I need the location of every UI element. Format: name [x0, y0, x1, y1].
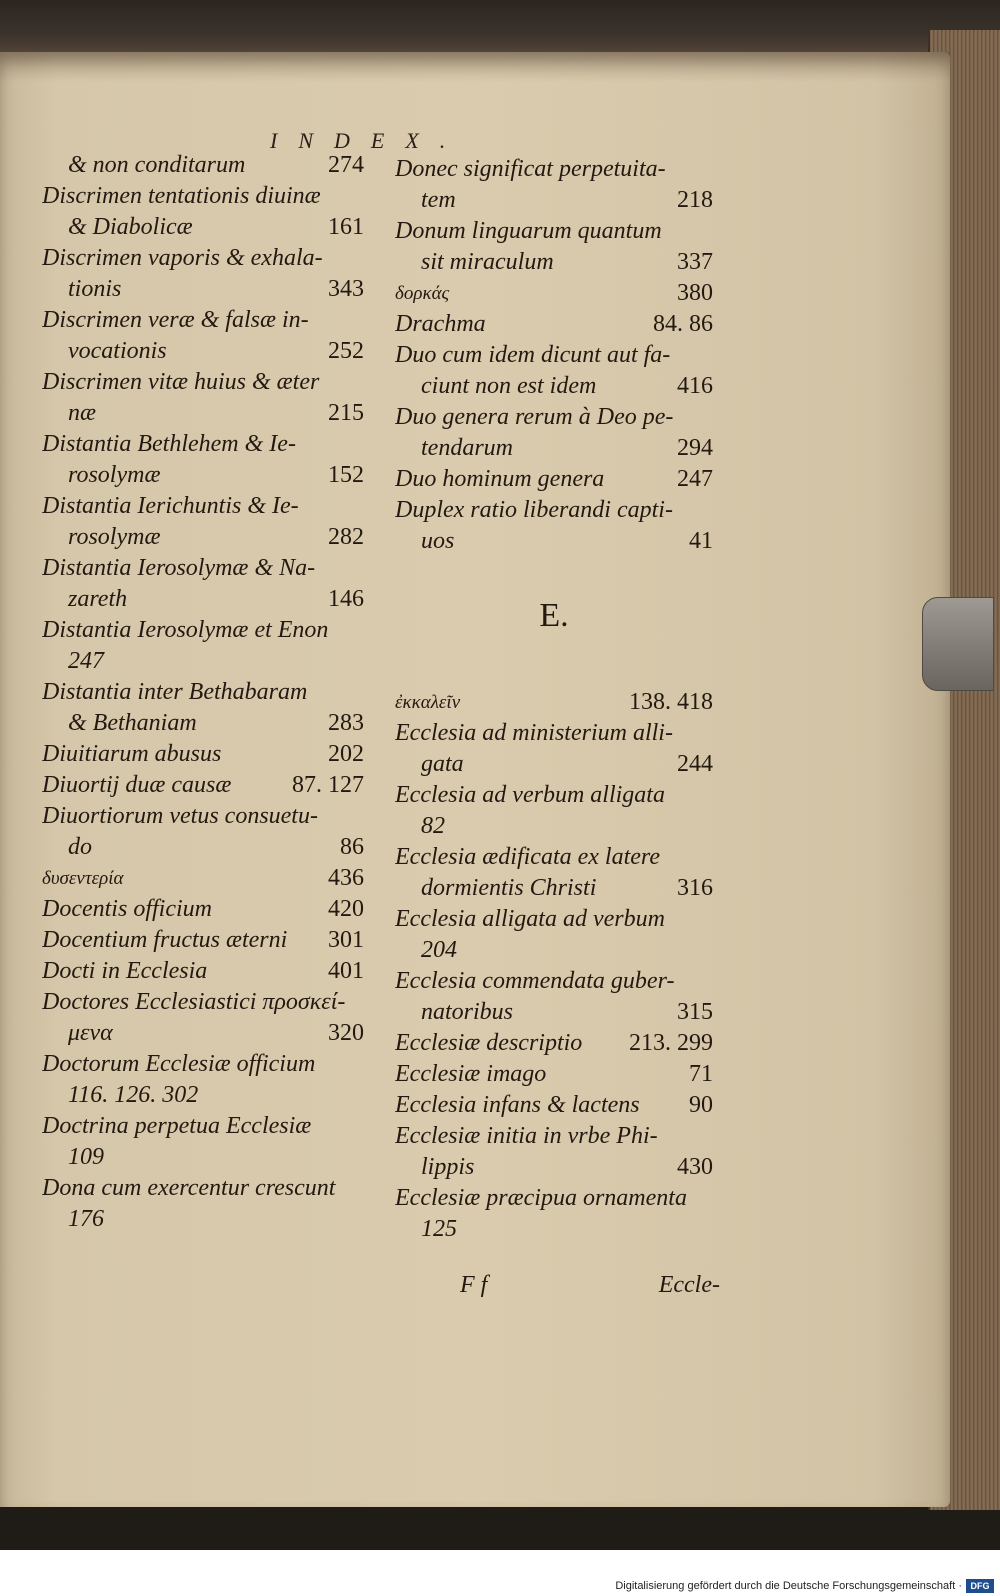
entry-text: Duo cum idem dicunt aut fa-	[395, 342, 671, 368]
page-number: 301	[328, 927, 364, 953]
digitization-credit: Digitalisierung gefördert durch die Deutsche Forschungsgemeinschaft ·	[615, 1580, 962, 1592]
entry-text: gata	[421, 751, 464, 777]
index-entry	[42, 243, 364, 305]
index-entry	[42, 739, 364, 770]
page-number: 436	[328, 865, 364, 891]
index-entry	[395, 780, 713, 842]
index-entry	[42, 615, 364, 677]
entry-text: Docentis officium	[42, 896, 212, 922]
entry-text: Distantia Bethlehem & Ie-	[42, 431, 296, 457]
entry-text: Ecclesia ædificata ex latere	[395, 844, 661, 870]
index-entry	[42, 863, 364, 894]
entry-text: Ecclesiæ imago	[395, 1061, 547, 1087]
entry-text: Docti in Ecclesia	[42, 958, 208, 984]
page-number: 213. 299	[629, 1030, 713, 1056]
index-entry	[42, 925, 364, 956]
page-number: 343	[328, 276, 364, 302]
index-entry	[395, 495, 713, 557]
page-number: 380	[677, 280, 713, 306]
entry-text: næ	[68, 400, 97, 426]
page-number: 87. 127	[292, 772, 364, 798]
entry-text: μενα	[68, 1020, 113, 1046]
index-entry	[42, 770, 364, 801]
entry-text: Distantia Ierichuntis & Ie-	[42, 493, 299, 519]
index-entry	[395, 842, 713, 904]
index-entry	[395, 1121, 713, 1183]
index-entry	[42, 150, 364, 181]
entry-text: sit miraculum	[421, 249, 554, 275]
entry-text: lippis	[421, 1154, 475, 1180]
page-number: 218	[677, 187, 713, 213]
entry-text: Drachma	[395, 311, 486, 337]
entry-text: do	[68, 834, 92, 860]
index-entry	[42, 429, 364, 491]
left-index-column	[42, 150, 364, 1235]
index-entry	[42, 305, 364, 367]
entry-text: Ecclesia ad ministerium alli-	[395, 720, 673, 746]
entry-text: Ecclesia alligata ad verbum	[395, 906, 665, 932]
page-header: INDEX.	[270, 128, 467, 153]
entry-text: Distantia inter Bethabaram	[42, 679, 308, 705]
entry-text: δυσεντερία	[42, 868, 124, 889]
entry-text: Diuortij duæ causæ	[42, 772, 232, 798]
index-entry	[42, 491, 364, 553]
dfg-logo: DFG	[966, 1579, 994, 1593]
entry-text: & Diabolicæ	[68, 214, 193, 240]
index-entry	[395, 718, 713, 780]
entry-text: Doctores Ecclesiastici προσκεί-	[42, 989, 346, 1015]
right-column-e-entries	[395, 687, 713, 1245]
index-entry	[395, 154, 713, 216]
entry-text: ciunt non est idem	[421, 373, 597, 399]
entry-text: Doctorum Ecclesiæ officium	[42, 1051, 316, 1077]
entry-text: rosolymæ	[68, 462, 161, 488]
entry-text: Docentium fructus æterni	[42, 927, 288, 953]
page-number: 283	[328, 710, 364, 736]
entry-text: Distantia Ierosolymæ et Enon	[42, 617, 329, 643]
entry-text: tionis	[68, 276, 122, 302]
page-number: 204	[421, 937, 457, 963]
index-entry	[395, 402, 713, 464]
entry-text: vocationis	[68, 338, 167, 364]
entry-text: tem	[421, 187, 456, 213]
page-number: 82	[421, 813, 445, 839]
page-number: 161	[328, 214, 364, 240]
entry-text: Ecclesiæ præcipua ornamenta	[395, 1185, 687, 1211]
index-entry	[42, 987, 364, 1049]
entry-text: Discrimen vitæ huius & æter	[42, 369, 320, 395]
entry-text: Ecclesiæ initia in vrbe Phi-	[395, 1123, 658, 1149]
index-entry	[395, 904, 713, 966]
index-entry	[395, 464, 713, 495]
entry-text: Donec significat perpetuita-	[395, 156, 666, 182]
page-number: 202	[328, 741, 364, 767]
index-entry	[395, 309, 713, 340]
page-number: 84. 86	[653, 311, 713, 337]
page-number: 41	[689, 528, 713, 554]
entry-text: Duo genera rerum à Deo pe-	[395, 404, 674, 430]
entry-text: rosolymæ	[68, 524, 161, 550]
entry-text: zareth	[68, 586, 128, 612]
index-entry	[42, 553, 364, 615]
entry-text: natoribus	[421, 999, 514, 1025]
entry-text: Donum linguarum quantum	[395, 218, 662, 244]
entry-text: dormientis Christi	[421, 875, 597, 901]
signature-mark: F f	[460, 1272, 488, 1298]
entry-text: Diuitiarum abusus	[42, 741, 222, 767]
entry-text: & Bethaniam	[68, 710, 197, 736]
section-letter: E.	[539, 597, 569, 634]
book-top-edge	[0, 0, 1000, 60]
page-number: 320	[328, 1020, 364, 1046]
page-number: 152	[328, 462, 364, 488]
page-number: 176	[68, 1206, 104, 1232]
index-entry	[42, 801, 364, 863]
entry-text: Ecclesia commendata guber-	[395, 968, 675, 994]
entry-text: Discrimen veræ & falsæ in-	[42, 307, 309, 333]
page-number: 109	[68, 1144, 104, 1170]
page-number: 252	[328, 338, 364, 364]
index-entry	[395, 278, 713, 309]
page-number: 316	[677, 875, 713, 901]
page-number: 71	[689, 1061, 713, 1087]
entry-text: uos	[421, 528, 455, 554]
page-number: 416	[677, 373, 713, 399]
index-entry	[42, 1173, 364, 1235]
entry-text: Diuortiorum vetus consuetu-	[42, 803, 318, 829]
index-entry	[395, 1090, 713, 1121]
entry-text: Discrimen tentationis diuinæ	[42, 183, 321, 209]
entry-text: Ecclesiæ descriptio	[395, 1030, 583, 1056]
entry-text: & non conditarum	[68, 152, 246, 178]
entry-text: Doctrina perpetua Ecclesiæ	[42, 1113, 312, 1139]
index-entry	[395, 966, 713, 1028]
index-entry	[42, 894, 364, 925]
entry-text: Duplex ratio liberandi capti-	[395, 497, 673, 523]
page-number: 90	[689, 1092, 713, 1118]
entry-text: Duo hominum genera	[395, 466, 605, 492]
page-number: 146	[328, 586, 364, 612]
entry-text: Distantia Ierosolymæ & Na-	[42, 555, 316, 581]
index-entry	[395, 1028, 713, 1059]
index-entry	[42, 677, 364, 739]
entry-text: δορκάς	[395, 283, 450, 304]
entry-text: Ecclesia ad verbum alligata	[395, 782, 665, 808]
index-entry	[395, 1059, 713, 1090]
entry-text: ἐκκαλεῖν	[395, 692, 461, 713]
catchword: Eccle-	[658, 1272, 720, 1298]
index-entry	[395, 687, 713, 718]
page-number: 282	[328, 524, 364, 550]
index-entry	[42, 367, 364, 429]
page-number: 116. 126. 302	[68, 1082, 199, 1108]
page-number: 215	[328, 400, 364, 426]
page-number: 430	[677, 1154, 713, 1180]
index-entry	[42, 1049, 364, 1111]
index-entry	[42, 956, 364, 987]
page-number: 125	[421, 1216, 457, 1242]
entry-text: Ecclesia infans & lactens	[395, 1092, 640, 1118]
index-entry	[42, 181, 364, 243]
index-entry	[395, 340, 713, 402]
entry-text: Dona cum exercentur crescunt	[42, 1175, 336, 1201]
page-number: 244	[677, 751, 713, 777]
page-number: 401	[328, 958, 364, 984]
index-entry	[395, 1183, 713, 1245]
book-clasp	[922, 597, 994, 691]
page-number: 315	[677, 999, 713, 1025]
page-number: 247	[677, 466, 713, 492]
page-number: 138. 418	[629, 689, 713, 715]
page-number: 247	[68, 648, 104, 674]
page-number: 294	[677, 435, 713, 461]
page-number: 337	[677, 249, 713, 275]
index-entry	[42, 1111, 364, 1173]
right-column-d-entries	[395, 154, 713, 557]
page-number: 86	[340, 834, 364, 860]
entry-text: Discrimen vaporis & exhala-	[42, 245, 323, 271]
entry-text: tendarum	[421, 435, 513, 461]
page-shadow	[0, 52, 950, 82]
page-number: 420	[328, 896, 364, 922]
index-entry	[395, 216, 713, 278]
page-number: 274	[328, 152, 364, 178]
right-index-column	[395, 154, 713, 1245]
